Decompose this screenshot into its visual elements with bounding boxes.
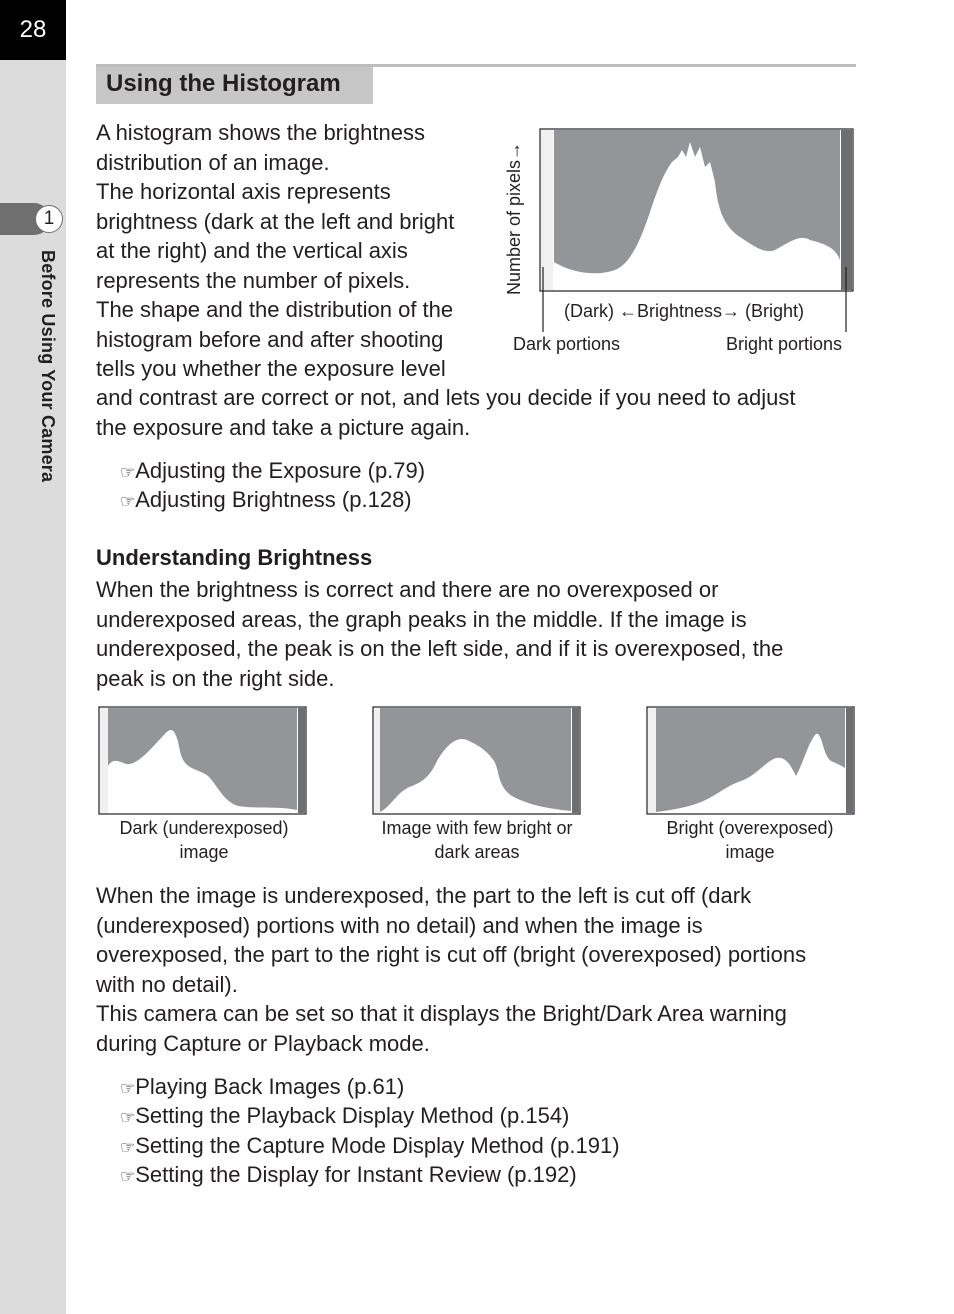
sidebar [0, 0, 66, 1314]
reference-hand-icon: ☞ [120, 1079, 136, 1098]
text-line: and contrast are correct or not, and lets you decide if you need to adjust [96, 385, 796, 410]
dark-example-histogram [98, 706, 308, 816]
text-line: The shape and the distribution of the [96, 297, 454, 322]
reference-hand-icon: ☞ [120, 1108, 136, 1127]
caption-line: Bright (overexposed) [666, 818, 834, 838]
chapter-label: Before Using Your Camera [38, 250, 58, 483]
text-line: brightness (dark at the left and bright [96, 208, 455, 234]
example-caption-dark [96, 816, 312, 864]
bright-portions-label: Bright portions [726, 334, 843, 354]
chapter-number: 1 [35, 205, 63, 233]
text-line: When the brightness is correct and there are no overexposed or [96, 577, 719, 602]
reference-link[interactable] [120, 1131, 620, 1163]
text-line: histogram before and after shooting [96, 326, 444, 352]
intro-continuation [96, 383, 866, 442]
caption-line: dark areas [434, 842, 520, 862]
understanding-heading: Understanding Brightness [96, 545, 373, 570]
reference-hand-icon: ☞ [120, 463, 136, 482]
text-line: underexposed areas, the graph peaks in the middle. If the image is [96, 606, 747, 632]
section-title: Using the Histogram [96, 67, 373, 104]
caption-line: Image with few bright or [381, 818, 573, 838]
y-axis-label: Number of pixels→ [504, 141, 524, 295]
text-line: tells you whether the exposure level [96, 356, 446, 381]
reference-link[interactable] [120, 1072, 404, 1104]
text-line: the exposure and take a picture again. [96, 414, 471, 440]
reference-link[interactable] [120, 456, 425, 488]
reference-text: Setting the Capture Mode Display Method (p.191) [135, 1133, 620, 1158]
text-line: represents the number of pixels. [96, 267, 411, 293]
reference-link[interactable] [120, 485, 412, 517]
dark-portions-label: Dark portions [513, 334, 621, 354]
reference-text: Playing Back Images (p.61) [135, 1074, 405, 1099]
text-line: A histogram shows the brightness [96, 120, 425, 145]
text-line: at the right) and the vertical axis [96, 238, 408, 263]
reference-hand-icon: ☞ [120, 492, 136, 511]
example-caption-bright [642, 816, 858, 864]
caption-line: image [725, 842, 775, 862]
text-line: When the image is underexposed, the part to the left is cut off (dark [96, 883, 752, 908]
cutoff-paragraph [96, 881, 866, 1058]
text-line: underexposed, the peak is on the left side, and if it is overexposed, the [96, 636, 784, 661]
text-line: This camera can be set so that it displays the Bright/Dark Area warning [96, 1001, 787, 1026]
text-line: distribution of an image. [96, 149, 330, 175]
x-axis-label: (Dark) ←Brightness→ (Bright) [564, 301, 805, 321]
reference-link[interactable] [120, 1160, 577, 1192]
normal-example-histogram [372, 706, 582, 816]
text-line: with no detail). [96, 971, 238, 997]
page-number: 28 [0, 0, 66, 60]
reference-text: Adjusting Brightness (p.128) [135, 487, 412, 512]
text-line: peak is on the right side. [96, 665, 335, 691]
caption-line: image [179, 842, 229, 862]
reference-link[interactable] [120, 1101, 569, 1133]
reference-text: Setting the Playback Display Method (p.154) [135, 1103, 570, 1128]
text-line: The horizontal axis represents [96, 179, 391, 204]
intro-paragraph [96, 118, 496, 384]
bright-edge-band [841, 130, 852, 290]
example-caption-normal [362, 816, 592, 864]
reference-text: Adjusting the Exposure (p.79) [135, 458, 426, 483]
bright-example-histogram [646, 706, 856, 816]
text-line: during Capture or Playback mode. [96, 1030, 430, 1056]
text-line: overexposed, the part to the right is cut off (bright (overexposed) portions [96, 942, 807, 967]
understanding-paragraph [96, 575, 866, 693]
reference-hand-icon: ☞ [120, 1138, 136, 1157]
caption-line: Dark (underexposed) [119, 818, 289, 838]
dark-edge-band [541, 130, 553, 290]
reference-text: Setting the Display for Instant Review (p.192) [135, 1162, 577, 1187]
text-line: (underexposed) portions with no detail) and when the image is [96, 912, 703, 938]
reference-hand-icon: ☞ [120, 1167, 136, 1186]
